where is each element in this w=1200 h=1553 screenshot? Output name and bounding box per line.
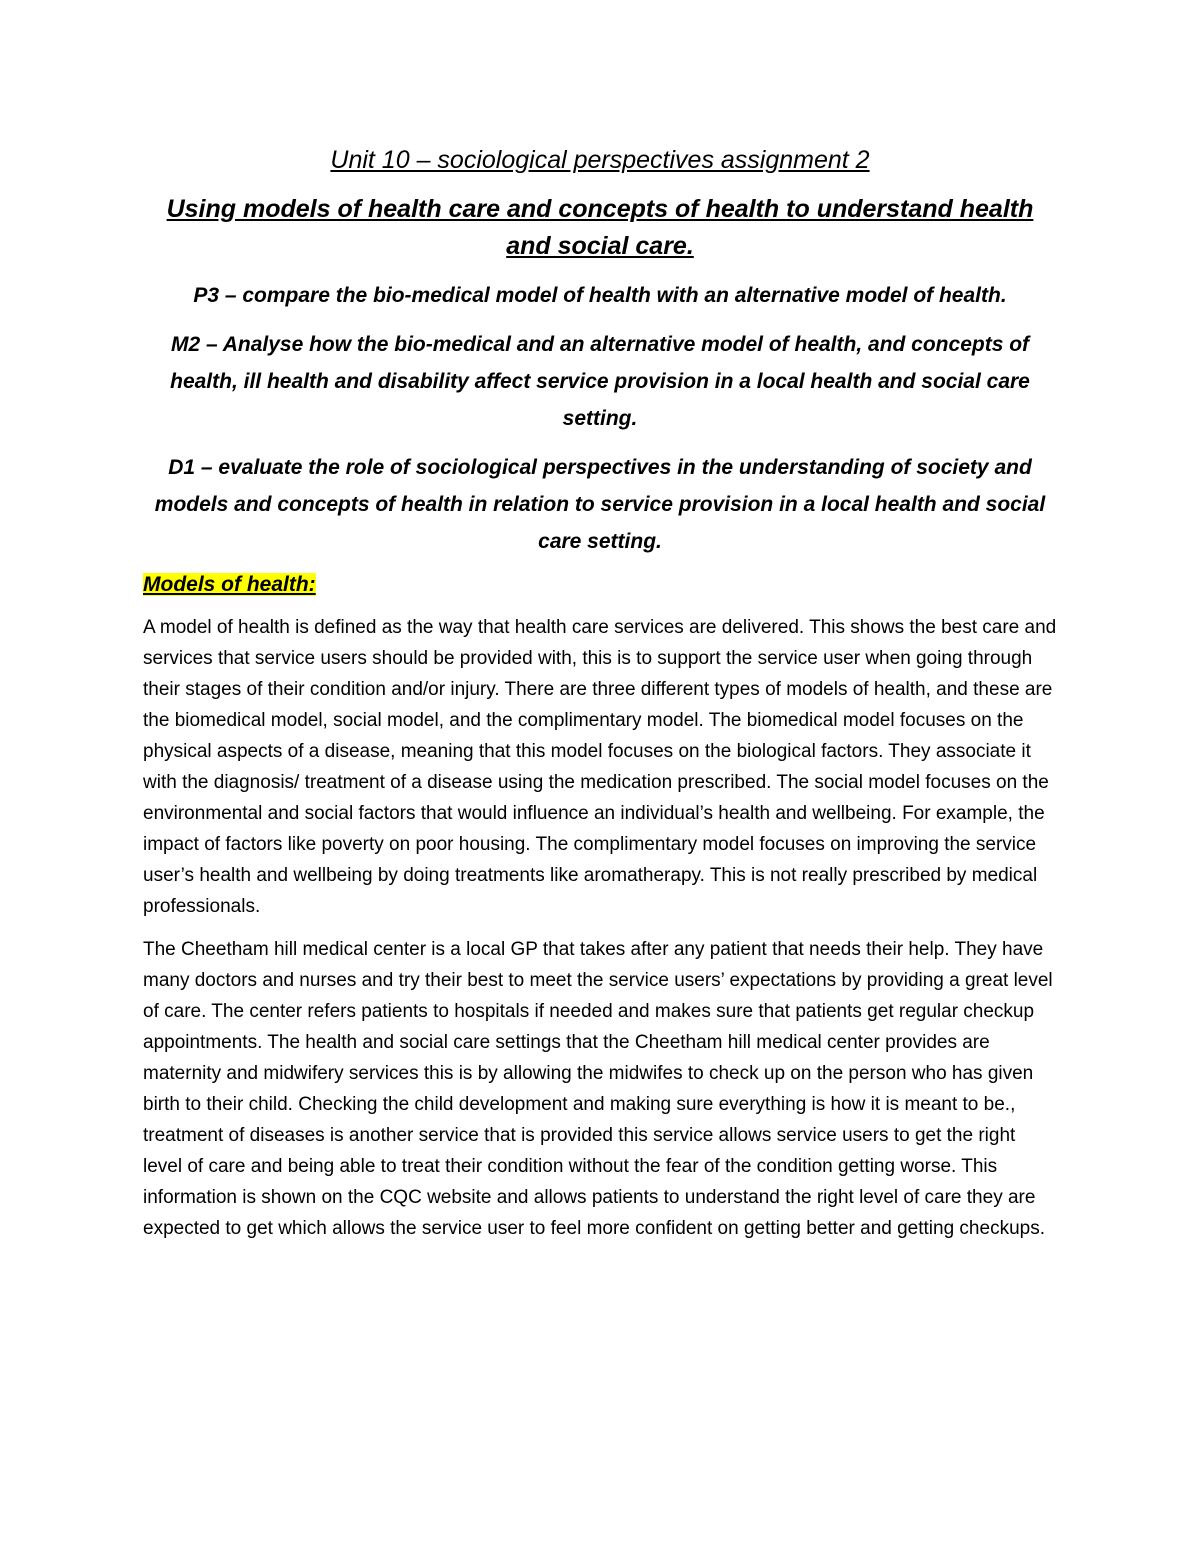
criterion-m2: M2 – Analyse how the bio-medical and an alternative model of health, and concepts of health, ill health and disability affect service provision in a local health and social care setting. <box>170 333 1030 430</box>
criterion-d1: D1 – evaluate the role of sociological perspectives in the understanding of society and models and concepts of health in relation to service provision in a local health and social care setting. <box>154 456 1046 553</box>
section-heading <box>143 568 1057 602</box>
document-body <box>143 142 1057 1244</box>
criterion-p3: P3 – compare the bio-medical model of health with an alternative model of health. <box>193 284 1007 307</box>
document-title: Unit 10 – sociological perspectives assignment 2 <box>330 146 870 174</box>
section-heading-text: Models of health: <box>143 573 316 596</box>
paragraph-models-of-health: A model of health is defined as the way that health care services are delivered. This shows the best care and services that service users should be provided with, this is to support the service user when going through their stages of their condition and/or injury. There are three different types of models of health, and these are the biomedical model, social model, and the complimentary model. The biomedical model focuses on the physical aspects of a disease, meaning that this model focuses on the biological factors. They associate it with the diagnosis/ treatment of a disease using the medication prescribed. The social model focuses on the environmental and social factors that would influence an individual’s health and wellbeing. For example, the impact of factors like poverty on poor housing. The complimentary model focuses on improving the service user’s health and wellbeing by doing treatments like aromatherapy. This is not really prescribed by medical professionals. <box>143 617 1057 917</box>
paragraph-cheetham-hill: The Cheetham hill medical center is a local GP that takes after any patient that needs their help. They have many doctors and nurses and try their best to meet the service users’ expectations by providing a great level of care. The center refers patients to hospitals if needed and makes sure that patients get regular checkup appointments. The health and social care settings that the Cheetham hill medical center provides are maternity and midwifery services this is by allowing the midwifes to check up on the person who has given birth to their child. Checking the child development and making sure everything is how it is meant to be., treatment of diseases is another service that is provided this service allows service users to get the right level of care and being able to treat their condition without the fear of the condition getting worse. This information is shown on the CQC website and allows patients to understand the right level of care they are expected to get which allows the service user to feel more confident on getting better and getting checkups. <box>143 939 1053 1239</box>
document-subtitle: Using models of health care and concepts of health to understand health and social care. <box>166 195 1034 260</box>
